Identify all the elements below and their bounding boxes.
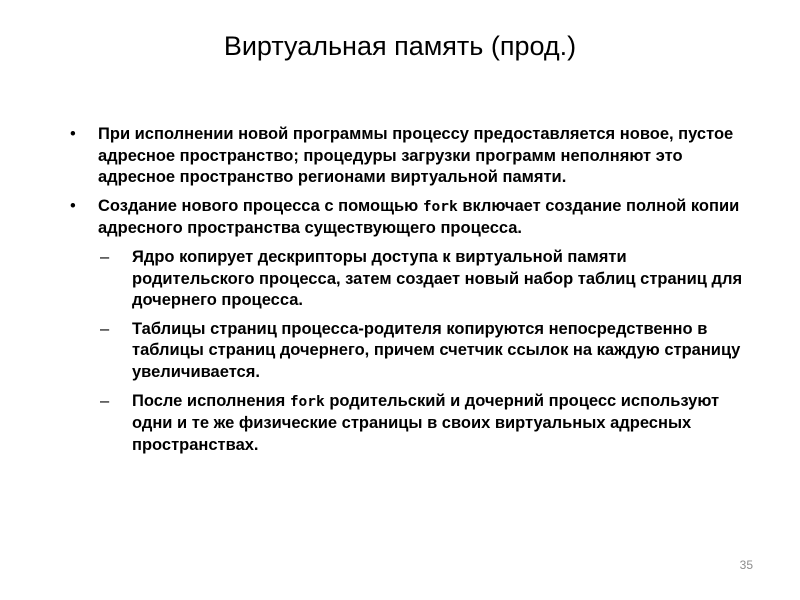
sub-bullet-item [98, 319, 750, 384]
sub-bullet-marker: – [100, 319, 110, 338]
sub-bullet-text: Таблицы страниц процесса-родителя копируются непосредственно в таблицы страниц дочернего, причем счетчик ссылок на каждую страницу увеличивается. [132, 319, 741, 381]
bullet-text-start: Создание нового процесса с помощью [98, 196, 423, 215]
bullet-marker: • [70, 196, 76, 215]
bullet-list [70, 124, 750, 463]
slide-title: Виртуальная память (прод.) [223, 31, 577, 61]
sub-bullet-text-start: После исполнения [132, 391, 290, 410]
page-number: 35 [739, 558, 753, 572]
sub-bullet-marker: – [100, 247, 110, 266]
sub-bullet-text-end: родительский и дочерний процесс используют одни и те же физические страницы в своих виртуальных адресных пространствах. [132, 391, 720, 454]
sub-bullet-marker: – [100, 391, 110, 410]
sub-bullet-item [98, 391, 750, 457]
sub-bullet-text: Ядро копирует дескрипторы доступа к виртуальной памяти родительского процесса, затем создает новый набор таблиц страниц для дочернего процесса. [132, 247, 743, 310]
bullet-item [70, 124, 750, 189]
bullet-item [70, 196, 750, 240]
fork-code: fork [289, 393, 325, 410]
bullet-text: При исполнении новой программы процессу предоставляется новое, пустое адресное пространство; процедуры загрузки программ неполняют это адресное пространство регионами виртуальной памяти. [98, 125, 734, 187]
bullet-marker: • [70, 125, 76, 143]
fork-code: fork [422, 198, 458, 215]
bullet-text-end: включает создание полной копии адресного пространства существующего процесса. [98, 196, 740, 238]
sub-bullet-item [98, 247, 750, 312]
